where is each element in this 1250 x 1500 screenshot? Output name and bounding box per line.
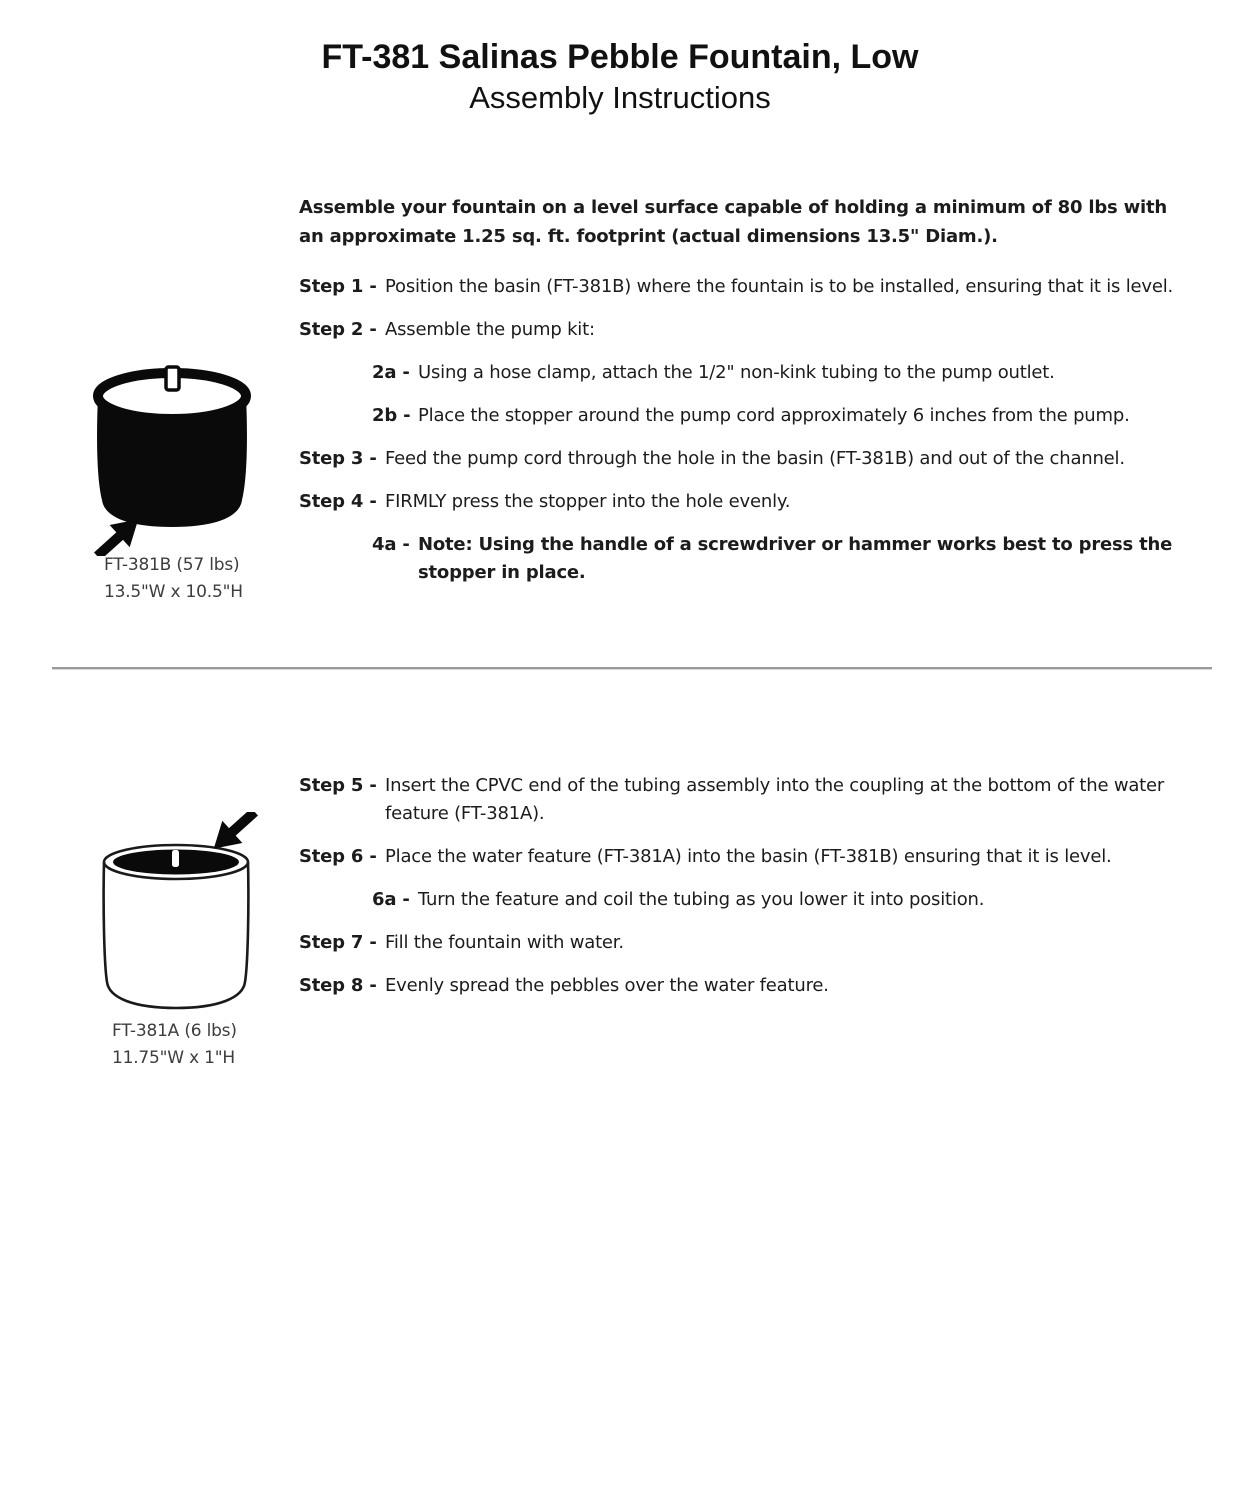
step-7 <box>299 929 1177 957</box>
water-feature-illustration <box>88 812 268 1024</box>
page-subtitle: Assembly Instructions <box>469 80 771 115</box>
intro-paragraph: Assemble your fountain on a level surface capable of holding a minimum of 80 lbs with an approximate 1.25 sq. ft. footprint (actual dimensions 13.5" Diam.). <box>299 197 1168 247</box>
substep-label: 2a - <box>372 362 410 383</box>
step-text: Insert the CPVC end of the tubing assembly into the coupling at the bottom of the water feature (FT-381A). <box>385 775 1165 824</box>
step-5 <box>299 772 1177 828</box>
step-label: Step 3 - <box>299 448 377 469</box>
figure-basin <box>82 358 262 560</box>
slot-notch <box>172 850 179 867</box>
section-1 <box>299 193 1177 602</box>
figure-basin-caption <box>104 552 243 606</box>
step-2b <box>372 402 1177 430</box>
step-label: Step 6 - <box>299 846 377 867</box>
substep-text: Using a hose clamp, attach the 1/2" non-kink tubing to the pump outlet. <box>418 362 1055 383</box>
section-divider <box>52 667 1212 670</box>
title-block <box>0 36 1240 118</box>
figure-water-feature-caption <box>112 1018 237 1072</box>
caption-line: 11.75"W x 1"H <box>112 1048 235 1068</box>
step-label: Step 5 - <box>299 775 377 796</box>
step-label: Step 4 - <box>299 491 377 512</box>
step-6 <box>299 843 1177 871</box>
step-2 <box>299 316 1177 344</box>
substep-label: 2b - <box>372 405 411 426</box>
basin-illustration <box>82 358 262 556</box>
figure-water-feature <box>88 812 268 1028</box>
step-text: Feed the pump cord through the hole in the basin (FT-381B) and out of the channel. <box>385 448 1125 469</box>
step-3 <box>299 445 1177 473</box>
section-2 <box>299 772 1177 1015</box>
step-label: Step 8 - <box>299 975 377 996</box>
step-1 <box>299 273 1177 301</box>
caption-line: 13.5"W x 10.5"H <box>104 582 243 602</box>
step-label: Step 1 - <box>299 276 377 297</box>
step-text: Assemble the pump kit: <box>385 319 595 340</box>
coupling-notch <box>166 367 179 390</box>
step-4 <box>299 488 1177 516</box>
step-4a-note <box>372 531 1177 587</box>
step-6a <box>372 886 1177 914</box>
step-text: Fill the fountain with water. <box>385 932 624 953</box>
step-text: Evenly spread the pebbles over the water feature. <box>385 975 829 996</box>
page-title: FT-381 Salinas Pebble Fountain, Low <box>321 38 919 76</box>
step-text: Position the basin (FT-381B) where the fountain is to be installed, ensuring that it is level. <box>385 276 1174 297</box>
caption-line: FT-381B (57 lbs) <box>104 555 240 575</box>
step-text: Place the water feature (FT-381A) into the basin (FT-381B) ensuring that it is level. <box>385 846 1112 867</box>
step-label: Step 2 - <box>299 319 377 340</box>
step-label: Step 7 - <box>299 932 377 953</box>
substep-text: Turn the feature and coil the tubing as you lower it into position. <box>418 889 985 910</box>
substep-label: 4a - <box>372 534 410 555</box>
caption-line: FT-381A (6 lbs) <box>112 1021 237 1041</box>
step-2a <box>372 359 1177 387</box>
substep-text: Place the stopper around the pump cord approximately 6 inches from the pump. <box>418 405 1130 426</box>
substep-label: 6a - <box>372 889 410 910</box>
step-text: FIRMLY press the stopper into the hole evenly. <box>385 491 791 512</box>
step-8 <box>299 972 1177 1000</box>
substep-text: Note: Using the handle of a screwdriver or hammer works best to press the stopper in place. <box>418 534 1173 583</box>
